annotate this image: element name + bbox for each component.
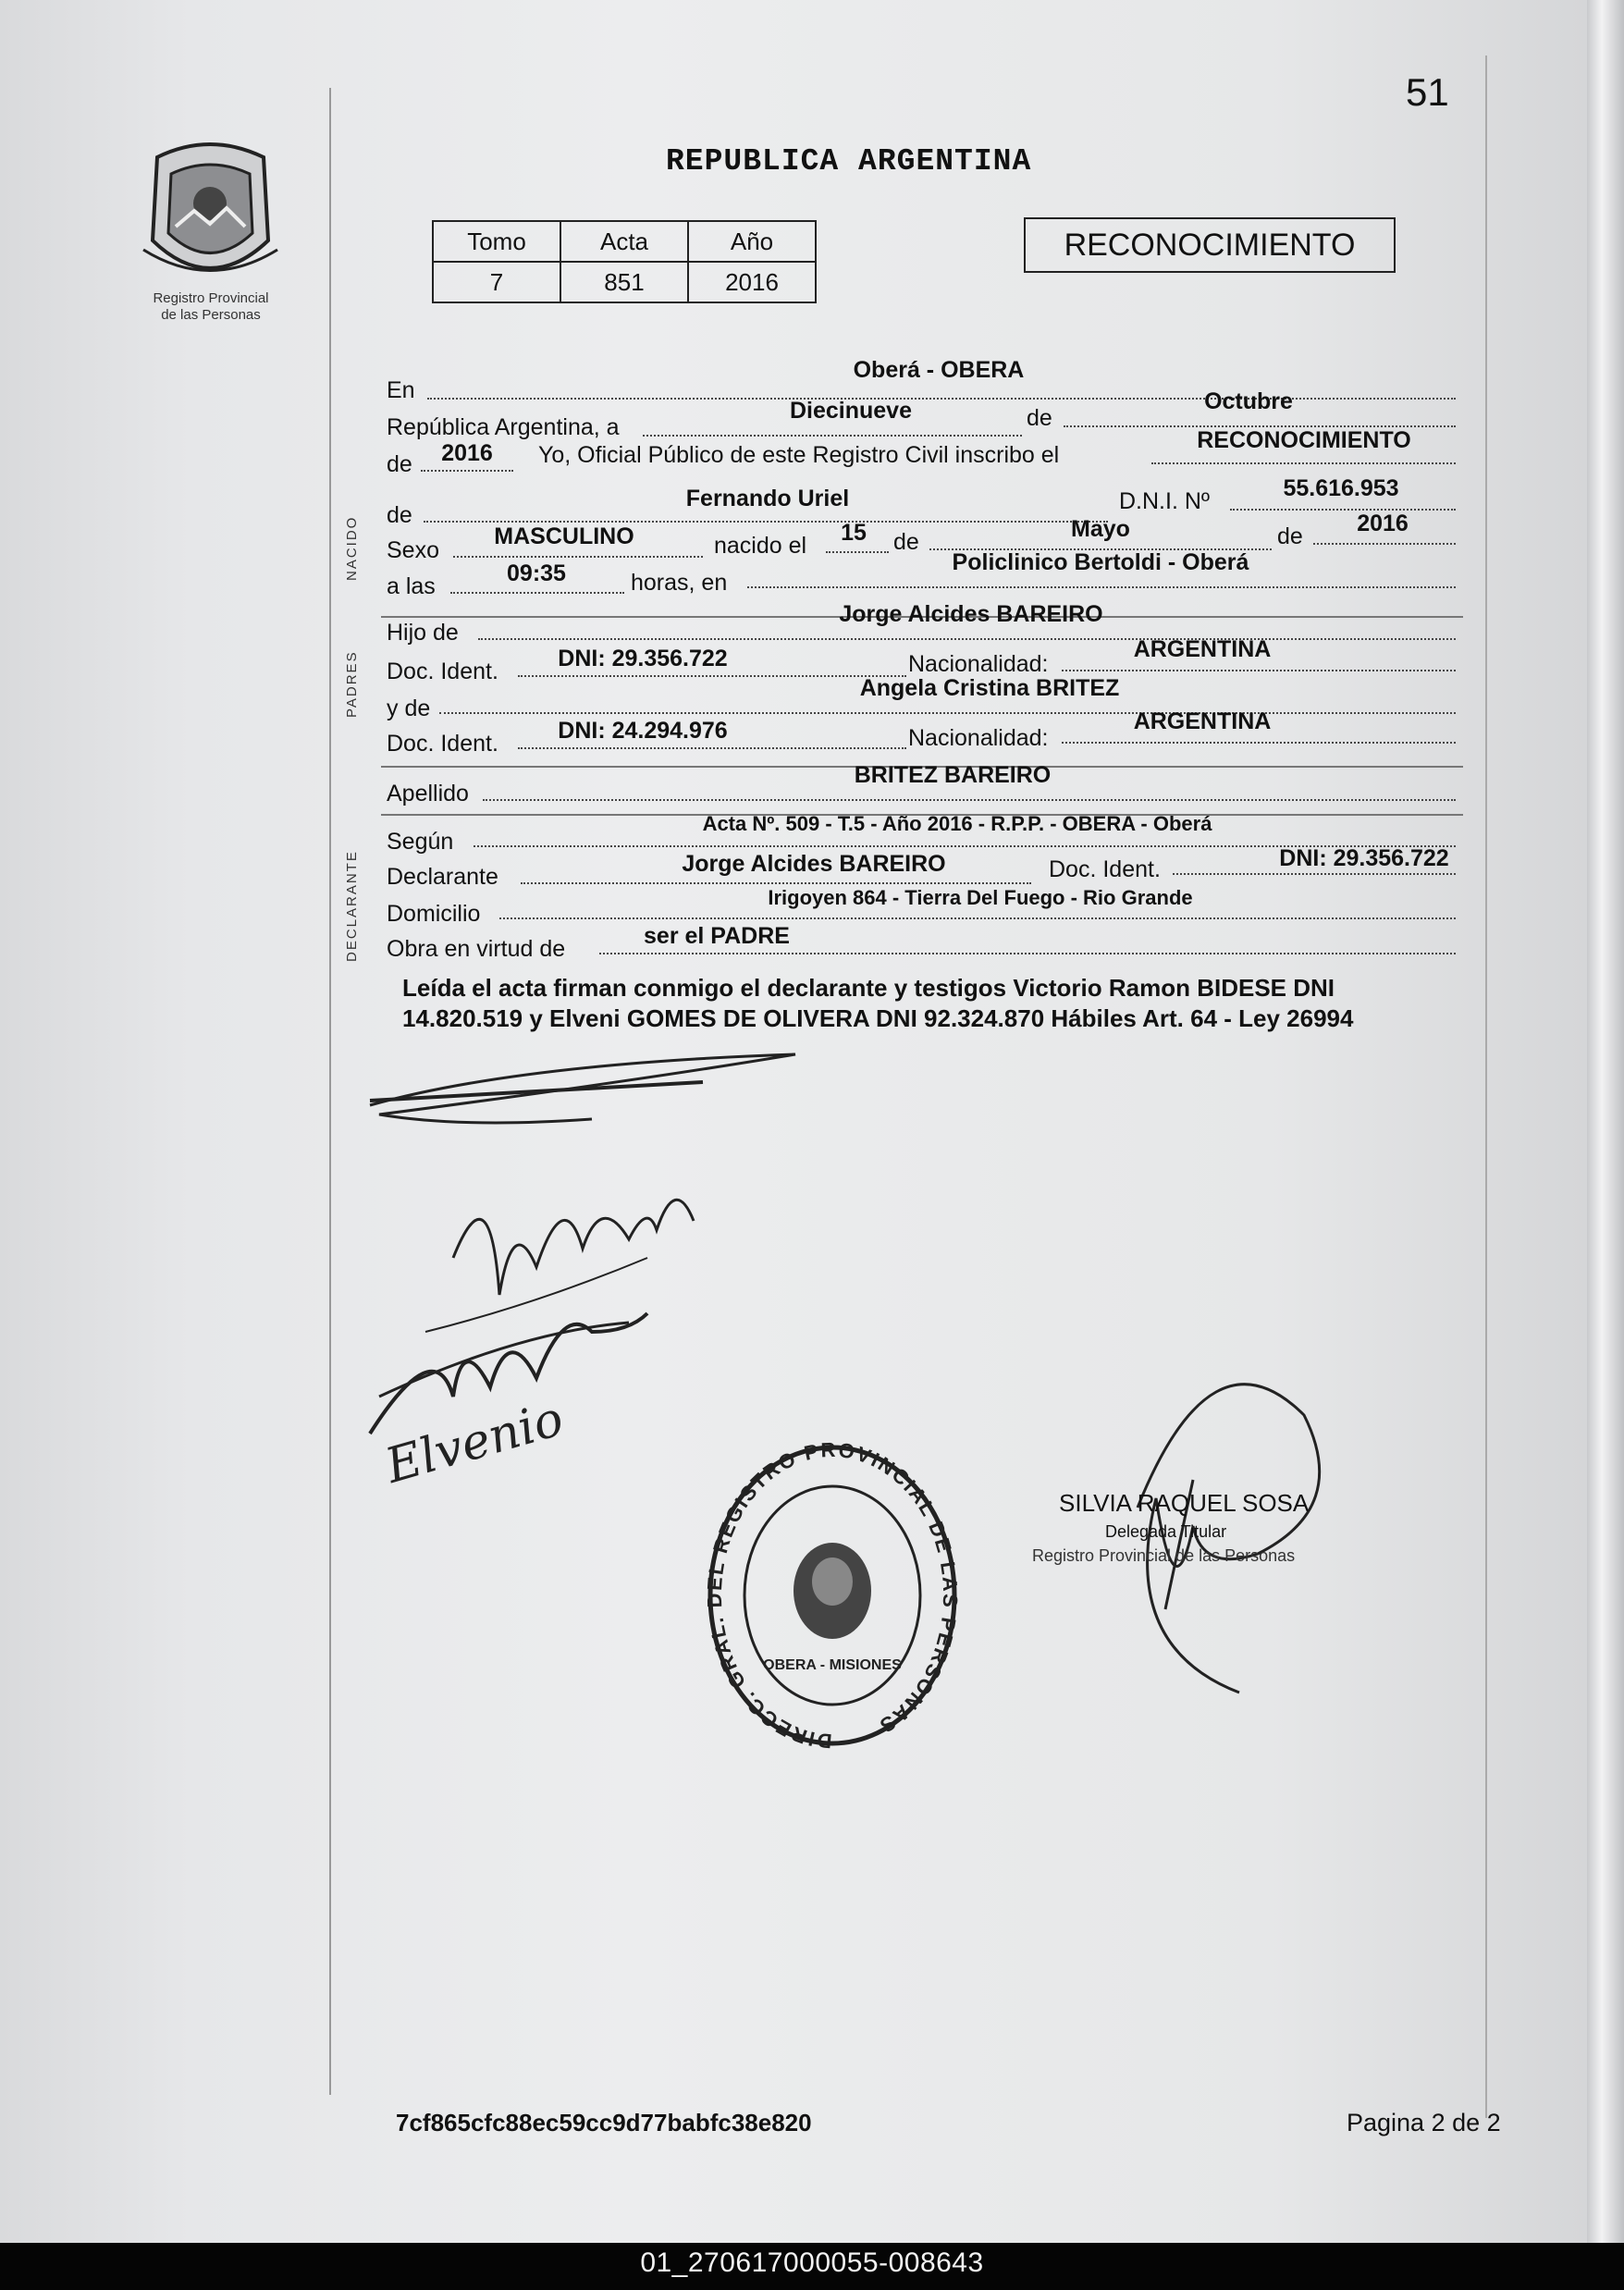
label-de-mes2: de [1277, 523, 1303, 549]
label-de-mes: de [1027, 405, 1052, 431]
value-tomo: 7 [433, 262, 560, 302]
header-tomo: Tomo [433, 221, 560, 262]
value-nac-anio: 2016 [1357, 511, 1409, 536]
officer-title: Delegada Titular [1105, 1522, 1227, 1541]
value-acto: RECONOCIMIENTO [1197, 427, 1411, 453]
officer-name: SILVIA RAQUEL SOSA [1059, 1489, 1310, 1517]
label-en: En [387, 377, 415, 403]
value-padre: Jorge Alcides BAREIRO [839, 601, 1103, 627]
label-hijo-de: Hijo de [387, 620, 459, 646]
value-anio: 2016 [688, 262, 816, 302]
official-seal [702, 1437, 963, 1757]
dotted-line [1062, 670, 1456, 671]
officer-office: Registro Provincial de las Personas [1032, 1546, 1296, 1565]
label-doc-ident-padre: Doc. Ident. [387, 659, 498, 684]
dotted-line [1313, 543, 1456, 545]
dotted-line [499, 917, 1456, 919]
document-hash: 7cf865cfc88ec59cc9d77babfc38e820 [396, 2109, 812, 2136]
value-madre-doc: DNI: 24.294.976 [558, 718, 728, 744]
logo-caption [118, 290, 303, 324]
value-mes: Octubre [1204, 388, 1293, 414]
label-republica: República Argentina, a [387, 414, 620, 440]
label-domicilio: Domicilio [387, 901, 481, 927]
logo-caption-line1: Registro Provincial [153, 290, 269, 306]
value-nombre: Fernando Uriel [685, 486, 850, 511]
record-table [432, 220, 817, 303]
value-nac-dia: 15 [841, 520, 867, 546]
side-label-nacido: NACIDO [344, 515, 360, 581]
left-margin-line [329, 88, 331, 2095]
pagination: Pagina 2 de 2 [1347, 2109, 1501, 2136]
closing-statement: Leída el acta firman conmigo el declarante y testigos Victorio Ramon BIDESE DNI 14.820.519 y Elveni GOMES DE OLIVERA DNI 92.324.870 Hábiles Art. 64 - Ley 26994 [402, 974, 1354, 1032]
value-domicilio: Irigoyen 864 - Tierra Del Fuego - Rio Grande [768, 886, 1193, 909]
dotted-line [521, 882, 1031, 884]
label-de-dia: de [893, 529, 919, 555]
label-doc-ident-madre: Doc. Ident. [387, 731, 498, 757]
label-doc-ident-declarante: Doc. Ident. [1049, 856, 1161, 882]
value-nac-mes: Mayo [1071, 516, 1130, 542]
value-localidad: Oberá - OBERA [853, 357, 1025, 383]
dotted-line [1173, 873, 1456, 875]
dotted-line [599, 953, 1456, 954]
value-dia: Diecinueve [789, 398, 912, 424]
value-padre-nac: ARGENTINA [1133, 636, 1272, 662]
value-acta: 851 [560, 262, 688, 302]
dotted-line [747, 586, 1456, 588]
side-label-padres: PADRES [344, 650, 360, 718]
label-segun: Según [387, 829, 454, 855]
label-de-nombre: de [387, 502, 412, 528]
label-oficial: Yo, Oficial Público de este Registro Civil inscribo el [538, 442, 1060, 468]
value-madre: Angela Cristina BRITEZ [859, 675, 1120, 701]
document-title: REPUBLICA ARGENTINA [666, 144, 1032, 179]
value-declarante: Jorge Alcides BAREIRO [682, 851, 946, 877]
value-lugar: Policlinico Bertoldi - Oberá [952, 549, 1249, 575]
witness-handwriting: Elvenio [379, 1391, 570, 1495]
seal-ring-text: DIRECC. GRAL. DEL REGISTRO PROVINCIAL DE LAS PERSONAS [702, 1437, 963, 1754]
dotted-line [643, 435, 1022, 437]
value-apellido: BRITEZ BAREIRO [854, 762, 1052, 788]
value-sexo: MASCULINO [494, 523, 634, 549]
side-label-declarante: DECLARANTE [344, 850, 360, 962]
label-horas-en: horas, en [631, 570, 728, 596]
dotted-line [826, 551, 889, 553]
value-dni: 55.616.953 [1283, 475, 1399, 501]
dotted-line [483, 799, 1456, 801]
header-anio: Año [688, 221, 816, 262]
header-acta: Acta [560, 221, 688, 262]
logo-caption-line2: de las Personas [161, 307, 261, 323]
value-padre-doc: DNI: 29.356.722 [558, 646, 728, 671]
label-nacionalidad-padre: Nacionalidad: [908, 651, 1049, 677]
value-hora: 09:35 [507, 560, 566, 586]
label-sexo: Sexo [387, 537, 439, 563]
label-y-de: y de [387, 696, 431, 721]
dotted-line [450, 592, 624, 594]
dotted-line [1151, 462, 1456, 464]
value-madre-nac: ARGENTINA [1133, 708, 1272, 734]
right-margin-line [1485, 55, 1487, 2118]
value-declarante-doc: DNI: 29.356.722 [1279, 845, 1449, 871]
label-a-las: a las [387, 573, 436, 599]
document-type-box: RECONOCIMIENTO [1024, 217, 1396, 273]
value-segun: Acta Nº. 509 - T.5 - Año 2016 - R.P.P. - OBERA - Oberá [702, 812, 1212, 835]
label-dni: D.N.I. Nº [1119, 488, 1211, 514]
dotted-line [453, 556, 703, 558]
label-nacido-el: nacido el [714, 533, 807, 559]
label-nacionalidad-madre: Nacionalidad: [908, 725, 1049, 751]
page-number: 51 [1406, 70, 1449, 114]
value-anio-inscripcion: 2016 [441, 440, 493, 466]
label-de-anio: de [387, 451, 412, 477]
file-id: 01_270617000055-008643 [640, 2247, 984, 2278]
province-crest-logo [129, 139, 291, 291]
value-obra: ser el PADRE [644, 923, 790, 949]
label-apellido: Apellido [387, 781, 469, 806]
dotted-line [1062, 742, 1456, 744]
label-obra: Obra en virtud de [387, 936, 566, 962]
dotted-line [518, 747, 906, 749]
page-edge [1587, 0, 1624, 2243]
crest-icon [129, 139, 291, 287]
label-declarante: Declarante [387, 864, 498, 890]
dotted-line [421, 470, 513, 472]
seal-inner-text: OBERA - MISIONES [763, 1657, 902, 1673]
